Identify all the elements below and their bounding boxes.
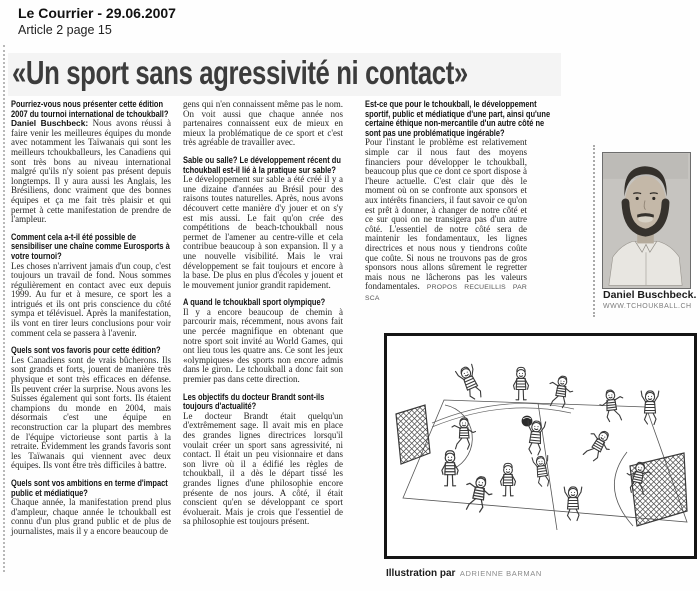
question-paragraph: Sable ou salle? Le développement récent du tchoukball est-il lié à la pratique sur sable?: [183, 154, 341, 175]
left-dotted-rule: [3, 45, 5, 572]
photo-caption: Daniel Buschbeck.: [603, 289, 697, 301]
photo-dotted-rule: [593, 145, 595, 317]
interviewee-name-lead: Daniel Buschbeck:: [11, 118, 89, 129]
question-paragraph: Comment cela a-t-il été possible de sensibiliser une chaîne comme Eurosports à votre tournoi?: [11, 231, 170, 261]
article-column-2: [183, 100, 343, 527]
answer-paragraph: Chaque année, la manifestation prend plus d'ampleur, chaque année le tchoukball est connu d'un plus grand public et de plus de journalistes, mais il y a encore beaucoup de: [11, 497, 171, 536]
illustration-caption: [386, 563, 542, 581]
question-paragraph: A quand le tchoukball sport olympique?: [183, 297, 326, 308]
portrait-photo-frame: [602, 152, 691, 289]
tchoukball-court-illustration: [387, 336, 694, 556]
illustration-caption-label: Illustration par: [386, 568, 456, 579]
answer-paragraph: Le docteur Brandt était quelqu'un d'extrêmement sage. Il avait mis en place des grandes lignes directrices lorsqu'il voulait créer un sport sans agressivité, ni contact. Il était un peu visionnaire et dans son livre où il a édifié les règles de tchoukball, il a dès le départ tissé les grandes lignes d'une philosophie encore présente de nos jours. A côté, il était conscient qu'en se développant ce sport évoluerait. Mais je crois que l'essentiel de sa philosophie est toujours présent.: [183, 410, 343, 527]
answer-paragraph: gens qui n'en connaissent même pas le nom. On voit aussi que chaque année nos partenaires connaissent eux de mieux en mieux la problématique de ce sport et c'est très agréable de travailler avec.: [183, 99, 343, 148]
article-column-3: [365, 99, 551, 303]
answer-paragraph: Le développement sur sable a été créé il y a une dizaine d'années au Brésil pour des raisons toutes naturelles. Après, nous avons découvert cette manière d'y jouer et on s'y est mis aussi. Le fait qu'on crée des compétitions de beach-tchoukball nous permet de l'amener au centre-ville et cela contribue beaucoup à son expansion. Il y a une nouvelle visibilité. Mais le vrai développement se fait toujours et encore à la base. De plus en plus d'écoles y jouent et le mouvement junior grandit rapidement.: [183, 174, 343, 290]
answer-paragraph: Il y a encore beaucoup de chemin à parcourir mais, récemment, nous avons fait une percée magnifique en obtenant que notre sport soit invité au World Games, qui ont lieu tous les quatre ans. Ce sont les jeux «olympiques» des sports non encore admis dans le giron. Le tchoukball a donc fait son premier pas dans cette direction.: [183, 306, 343, 385]
question-paragraph: Est-ce que pour le tchoukball, le développement sportif, public et médiatique d'une part, ainsi qu'une certaine éthique non-mercantile d'un autre côté ne sont pas une problématique ingérable?: [365, 99, 551, 138]
answer-paragraph: Daniel Buschbeck: Nous avons réussi à faire venir les meilleures équipes du monde avec notamment les Taïwanais qui sont les meilleurs tchoukballeurs, les Canadiens qui sont très bons au niveau international malgré qu'ils n'y soient pas présent depuis longtemps. Il y aura aussi les Anglais, les Brésiliens, donc vraiment que des bonnes équipes et ça me fait très plaisir et qui permet à cette manifestation de prendre de l'ampleur.: [11, 118, 171, 225]
answer-paragraph: Pour l'instant le problème est relativement simple car il nous faut des moyens financiers pour développer le tchoukball, beaucoup plus que ce dont ce sport dispose à l'heure actuelle. C'est clair que dès le moment où on se confronte aux sponsors et aux intérêts financiers, il faut savoir ce qu'on est prêt à donner, à changer de notre côté et ce sur quoi on ne transigera pas d'un autre côté. L'essentiel de notre côté sera de maintenir les fondamentaux, les lignes directrices et nous nous y tiendrons coûte que coûte. Si nous ne trouvons pas de gros sponsors nous allons sûrement le regretter mais nous ne lâcherons pas les valeurs fondamentales. PROPOS RECUEILLIS PAR SCA: [365, 137, 527, 302]
left-rebound-frame: [396, 405, 430, 464]
illustration-caption-author: ADRIENNE BARMAN: [459, 569, 542, 578]
question-paragraph: Les objectifs du docteur Brandt sont-ils toujours d'actualité?: [183, 391, 325, 412]
publication-masthead: Le Courrier - 29.06.2007: [18, 5, 176, 21]
daniel-buschbeck-photo: [603, 153, 688, 286]
answer-paragraph: Les choses n'arrivent jamais d'un coup, c'est toujours un travail de fond. Nous sommes régulièrement en contact avec eux depuis 1999. Au fur et à mesure, ce sport les a intrigués et ils ont pris conscience du côté sympa et télévisuel. Après la manifestation, ils vont en tirer leurs conclusions pour voir comment cela se passera à l'avenir.: [11, 260, 171, 338]
photo-website-url: WWW.TCHOUKBALL.CH: [603, 303, 692, 310]
illustration-frame: [384, 333, 697, 559]
question-paragraph: Quels sont vos ambitions en terme d'impact public et médiatique?: [11, 477, 168, 498]
reporter-credit: PROPOS RECUEILLIS PAR SCA: [365, 284, 527, 302]
answer-paragraph: Les Canadiens sont de vrais bûcherons. Ils sont grands et forts, jouent de manière très physique et sont très efficaces en défense. Ils peuvent créer la surprise. Nous avons les Suisses également qui sont forts. Ils étaient champions du monde en 2004, mais désormais c'est une équipe en reconstruction car la plupart des membres de l'équipe victorieuse sont partis à la retraite. Évidemment les grands favoris sont les Taïwanais qui viennent avec deux équipes. Ils vont être très difficiles à battre.: [11, 354, 171, 471]
article-headline: «Un sport sans agressivité ni contact»: [12, 54, 468, 91]
question-paragraph: Quels sont vos favoris pour cette édition?: [11, 345, 161, 356]
article-column-1: [11, 100, 171, 537]
question-paragraph: Pourriez-vous nous présenter cette édition 2007 du tournoi international de tchoukball?: [11, 99, 169, 119]
article-reference: Article 2 page 15: [18, 23, 112, 37]
